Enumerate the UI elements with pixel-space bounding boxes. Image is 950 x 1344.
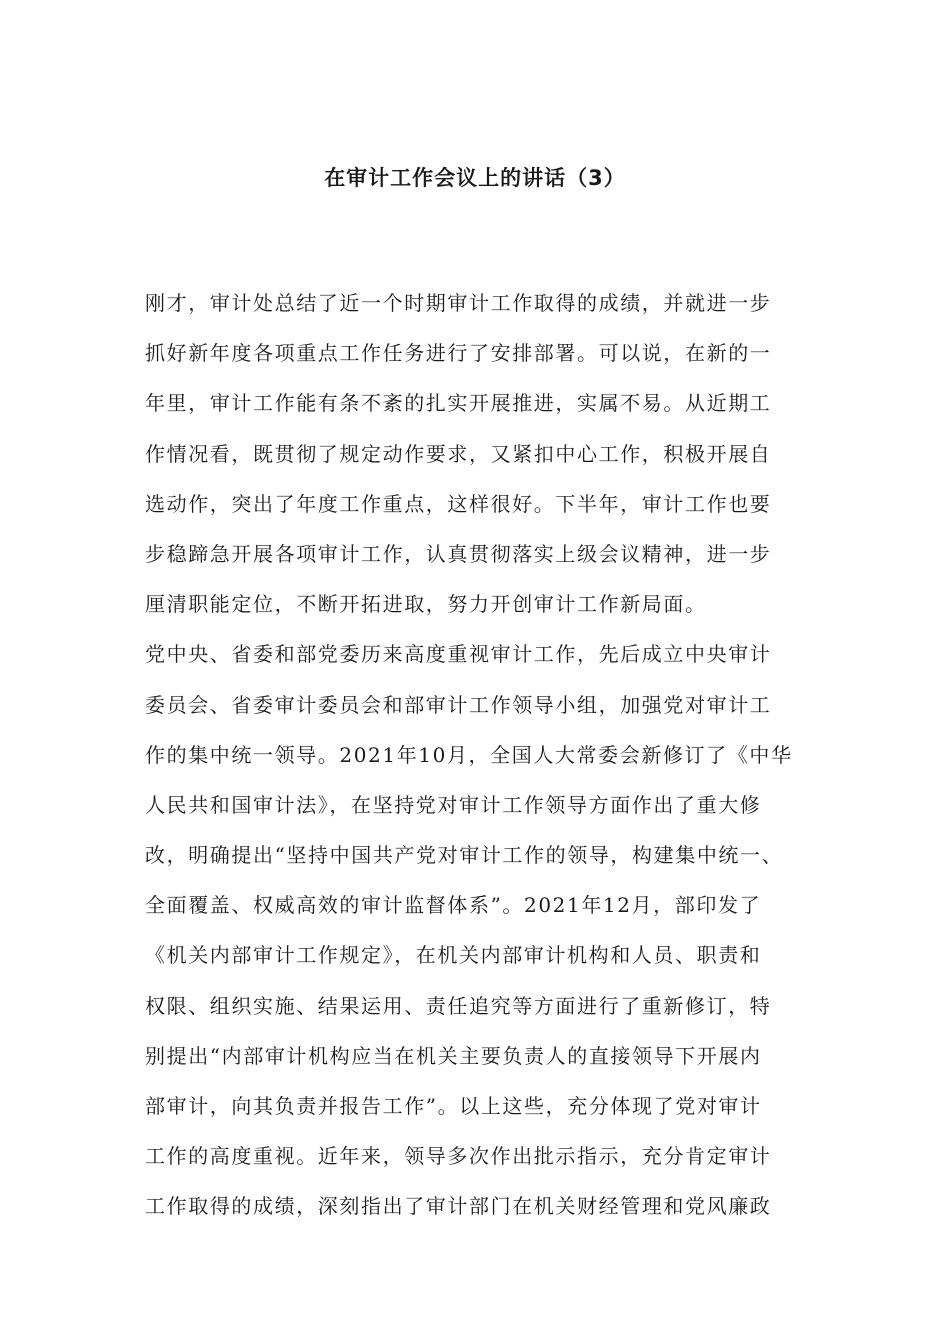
body-line: 委员会、省委审计委员会和部审计工作领导小组，加强党对审计工: [145, 692, 772, 717]
body-line: 刚才，审计处总结了近一个时期审计工作取得的成绩，并就进一步: [145, 291, 772, 315]
body-line: 选动作，突出了年度工作重点，这样很好。下半年，审计工作也要: [145, 491, 772, 516]
body-line: 党中央、省委和部党委历来高度重视审计工作，先后成立中央审计: [145, 642, 772, 667]
body-line: 抓好新年度各项重点工作任务进行了安排部署。可以说，在新的一: [145, 341, 772, 366]
body-line: 权限、组织实施、结果运用、责任追究等方面进行了重新修订，特: [145, 993, 772, 1018]
body-line: 作的集中统一领导。2021年10月，全国人大常委会新修订了《中华: [145, 742, 793, 767]
body-line: 步稳蹄急开展各项审计工作，认真贯彻落实上级会议精神，进一步: [145, 541, 772, 566]
body-line: 人民共和国审计法》，在坚持党对审计工作领导方面作出了重大修: [145, 792, 762, 817]
body-line: 工作取得的成绩，深刻指出了审计部门在机关财经管理和党风廉政: [145, 1194, 772, 1219]
body-line: 年里，审计工作能有条不紊的扎实开展推进，实属不易。从近期工: [145, 391, 772, 416]
body-line: 改，明确提出“坚持中国共产党对审计工作的领导，构建集中统一、: [145, 843, 784, 868]
body-line: 别提出“内部审计机构应当在机关主要负责人的直接领导下开展内: [145, 1043, 762, 1068]
body-line: 工作的高度重视。近年来，领导多次作出批示指示，充分肯定审计: [145, 1144, 772, 1169]
body-line: 部审计，向其负责并报告工作”。以上这些，充分体现了党对审计: [145, 1094, 762, 1118]
body-line: 厘清职能定位，不断开拓进取，努力开创审计工作新局面。: [145, 592, 707, 617]
body-line: 《机关内部审计工作规定》，在机关内部审计机构和人员、职责和: [145, 943, 762, 968]
document-body: [145, 278, 825, 1232]
body-line: 作情况看，既贯彻了规定动作要求，又紧扣中心工作，积极开展自: [145, 441, 772, 466]
body-line: 全面覆盖、权威高效的审计监督体系”。2021年12月，部印发了: [145, 893, 762, 918]
document-title: 在审计工作会议上的讲话（3）: [324, 166, 626, 190]
